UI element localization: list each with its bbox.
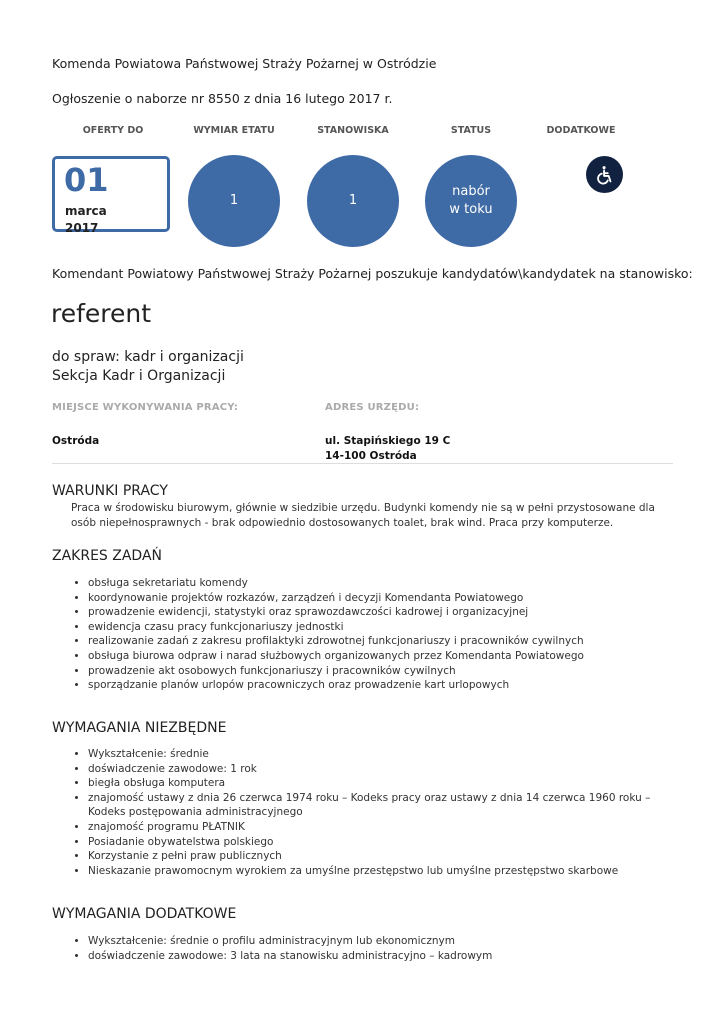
list-item: • Posiadanie obywatelstwa polskiego bbox=[88, 835, 688, 850]
additional-list bbox=[52, 934, 688, 963]
additional-heading: WYMAGANIA DODATKOWE bbox=[52, 906, 237, 922]
office-address-label: ADRES URZĘDU: bbox=[325, 402, 420, 413]
list-item: • Nieskazanie prawomocnym wyrokiem za umyślne przestępstwo lub umyślne przestępstwo skarbowe bbox=[88, 864, 688, 879]
list-item: • znajomość programu PŁATNIK bbox=[88, 820, 688, 835]
list-item: • Wykształcenie: średnie o profilu administracyjnym lub ekonomicznym bbox=[88, 934, 688, 949]
work-place-label: MIEJSCE WYKONYWANIA PRACY: bbox=[52, 402, 239, 413]
address-street: ul. Stapińskiego 19 C bbox=[325, 435, 451, 447]
positions-circle bbox=[307, 155, 399, 247]
deadline-year: 2017 bbox=[65, 221, 99, 235]
list-item: • obsługa biurowa odpraw i narad służbowych organizowanych przez Komendanta Powiatowego bbox=[88, 649, 688, 664]
list-item: • prowadzenie akt osobowych funkcjonariuszy i pracowników cywilnych bbox=[88, 664, 688, 679]
list-item: • koordynowanie projektów rozkazów, zarządzeń i decyzji Komendanta Powiatowego bbox=[88, 591, 688, 606]
divider bbox=[52, 463, 673, 464]
status-circle bbox=[425, 155, 517, 247]
tasks-list bbox=[52, 576, 688, 693]
etat-value: 1 bbox=[229, 193, 239, 208]
job-section: Sekcja Kadr i Organizacji bbox=[52, 368, 226, 384]
office-address-value bbox=[325, 434, 450, 464]
etat-circle bbox=[188, 155, 280, 247]
list-item: • Korzystanie z pełni praw publicznych bbox=[88, 849, 688, 864]
office-name: Komenda Powiatowa Państwowej Straży Pożarnej w Ostródzie bbox=[52, 56, 437, 71]
list-item: • prowadzenie ewidencji, statystyki oraz sprawozdawczości kadrowej i organizacyjnej bbox=[88, 605, 688, 620]
deadline-day: 01 bbox=[64, 161, 109, 199]
address-city: 14-100 Ostróda bbox=[325, 450, 417, 462]
list-item: • doświadczenie zawodowe: 3 lata na stanowisku administracyjno – kadrowym bbox=[88, 949, 688, 964]
job-title: referent bbox=[51, 299, 152, 328]
job-subtitle bbox=[52, 348, 244, 386]
list-item: • znajomość ustawy z dnia 26 czerwca 1974 roku – Kodeks pracy oraz ustawy z dnia 14 czerwca 1960 roku – Kodeks postępowania administracyjnego bbox=[88, 791, 688, 820]
stat-header-positions: STANOWISKA bbox=[317, 125, 389, 136]
work-place-value: Ostróda bbox=[52, 435, 100, 447]
conditions-text: Praca w środowisku biurowym, głównie w siedzibie urzędu. Budynki komendy nie są w pełni przystosowane dla osób niepełnosprawnych - brak odpowiednio dostosowanych toalet, brak wind. Praca przy komputerze. bbox=[71, 502, 655, 529]
list-item: • biegła obsługa komputera bbox=[88, 776, 688, 791]
list-item: • doświadczenie zawodowe: 1 rok bbox=[88, 762, 688, 777]
stat-header-deadline: OFERTY DO bbox=[82, 125, 144, 136]
stat-header-extra: DODATKOWE bbox=[546, 125, 616, 136]
list-item: • sporządzanie planów urlopów pracowniczych oraz prowadzenie kart urlopowych bbox=[88, 678, 688, 693]
announcement-title: Ogłoszenie o naborze nr 8550 z dnia 16 lutego 2017 r. bbox=[52, 91, 393, 106]
list-item: • obsługa sekretariatu komendy bbox=[88, 576, 688, 591]
conditions-heading: WARUNKI PRACY bbox=[52, 483, 168, 499]
stat-header-etat: WYMIAR ETATU bbox=[193, 125, 275, 136]
required-list bbox=[52, 747, 688, 878]
deadline-month: marca bbox=[65, 204, 107, 218]
list-item: • ewidencja czasu pracy funkcjonariuszy jednostki bbox=[88, 620, 688, 635]
deadline-date-box bbox=[52, 156, 170, 235]
tasks-heading: ZAKRES ZADAŃ bbox=[52, 548, 163, 564]
list-item: • Wykształcenie: średnie bbox=[88, 747, 688, 762]
stat-header-status: STATUS bbox=[450, 125, 492, 136]
status-line-1: nabór bbox=[452, 184, 490, 199]
positions-value: 1 bbox=[348, 193, 358, 208]
intro-text: Komendant Powiatowy Państwowej Straży Pożarnej poszukuje kandydatów\kandydatek na stanowisko: bbox=[52, 266, 693, 281]
required-heading: WYMAGANIA NIEZBĘDNE bbox=[52, 720, 227, 736]
list-item: • realizowanie zadań z zakresu profilaktyki zdrowotnej funkcjonariuszy i pracowników cywilnych bbox=[88, 634, 688, 649]
status-line-2: w toku bbox=[449, 202, 493, 217]
job-department: do spraw: kadr i organizacji bbox=[52, 349, 244, 365]
deadline-month-year bbox=[65, 203, 107, 237]
wheelchair-accessibility-icon bbox=[586, 156, 623, 193]
